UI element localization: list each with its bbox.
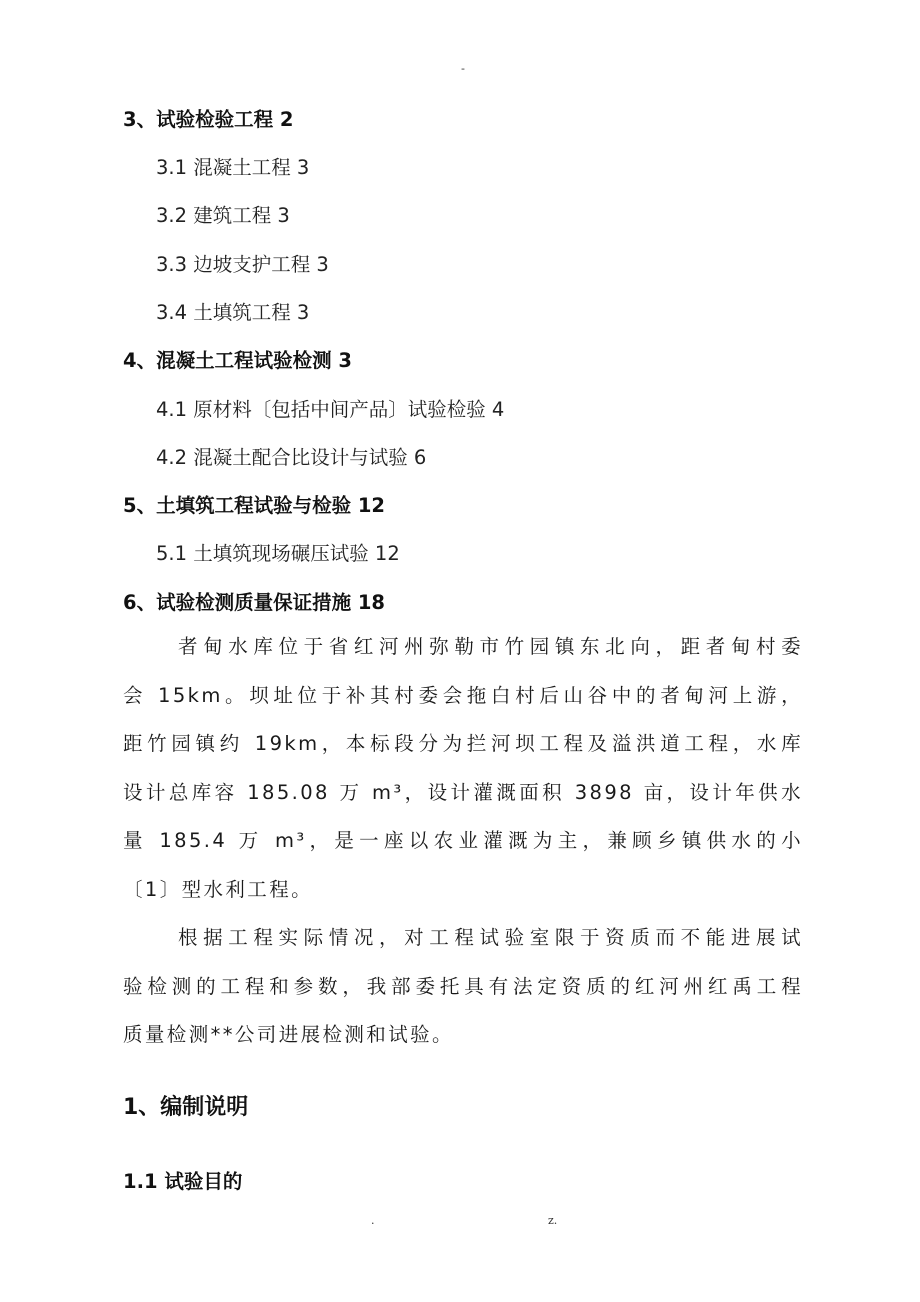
- paragraph-line: 设计总库容 185.08 万 m³，设计灌溉面积 3898 亩，设计年供水: [123, 780, 803, 804]
- paragraph-line: 距竹园镇约 19km，本标段分为拦河坝工程及溢洪道工程，水库: [123, 732, 803, 756]
- project-overview-paragraph: [123, 623, 803, 915]
- toc-entry-3-2[interactable]: 3.2 建筑工程 3: [156, 204, 290, 227]
- paragraph-line: 验检测的工程和参数，我部委托具有法定资质的红河州红禹工程: [123, 974, 803, 998]
- toc-entry-6[interactable]: 6、试验检测质量保证措施 18: [123, 591, 385, 614]
- paragraph-line: 量 185.4 万 m³，是一座以农业灌溉为主，兼顾乡镇供水的小: [123, 829, 803, 853]
- paragraph-line: 根据工程实际情况，对工程试验室限于资质而不能进展试: [178, 926, 803, 949]
- subsection-heading: 1.1 试验目的: [123, 1170, 243, 1193]
- paragraph-line: 者甸水库位于省红河州弥勒市竹园镇东北向，距者甸村委: [178, 635, 803, 658]
- toc-entry-5-1[interactable]: 5.1 土填筑现场碾压试验 12: [156, 542, 400, 565]
- toc-entry-3-1[interactable]: 3.1 混凝土工程 3: [156, 156, 310, 179]
- testing-arrangement-paragraph: [123, 914, 803, 1060]
- toc-entry-3-3[interactable]: 3.3 边坡支护工程 3: [156, 253, 329, 276]
- toc-entry-3-4[interactable]: 3.4 土填筑工程 3: [156, 301, 310, 324]
- toc-entry-5[interactable]: 5、土填筑工程试验与检验 12: [123, 494, 385, 517]
- toc-entry-4-1[interactable]: 4.1 原材料〔包括中间产品〕试验检验 4: [156, 398, 505, 421]
- toc-entry-4[interactable]: 4、混凝土工程试验检测 3: [123, 349, 352, 372]
- paragraph-line: 质量检测**公司进展检测和试验。: [123, 1023, 454, 1047]
- toc-entry-4-2[interactable]: 4.2 混凝土配合比设计与试验 6: [156, 446, 427, 469]
- toc-entry-3[interactable]: 3、试验检验工程 2: [123, 108, 294, 131]
- footer-left-mark: .: [371, 1214, 375, 1227]
- paragraph-line: 会 15km。坝址位于补其村委会拖白村后山谷中的者甸河上游，: [123, 683, 803, 707]
- section-heading: 1、编制说明: [123, 1095, 249, 1120]
- paragraph-line: 〔1〕型水利工程。: [123, 877, 314, 901]
- footer-right-mark: z.: [548, 1214, 558, 1227]
- header-mark: -: [461, 62, 465, 75]
